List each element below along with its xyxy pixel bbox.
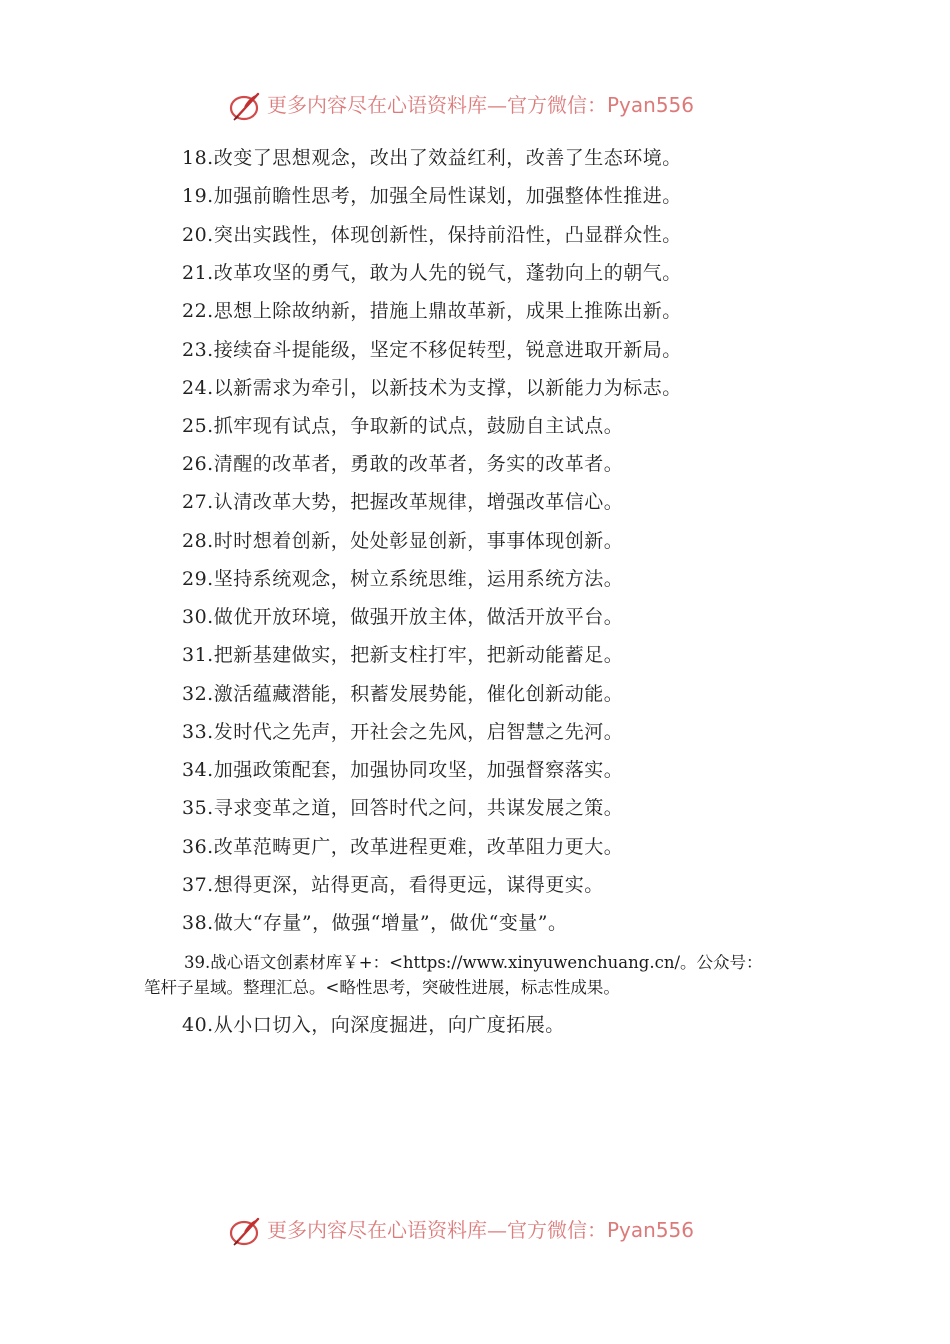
item-text: 想得更深，站得更高，看得更远，谋得更实。 xyxy=(213,874,604,896)
item-text: 改变了思想观念，改出了效益红利，改善了生态环境。 xyxy=(213,147,682,169)
list-item xyxy=(182,911,568,935)
item-number: 18. xyxy=(182,147,214,169)
watermark-label: 更多内容尽在心语资料库—官方微信： xyxy=(267,93,607,117)
list-item xyxy=(182,184,682,208)
list-item xyxy=(182,529,623,553)
wechat-id: Pyan556 xyxy=(607,1218,695,1242)
list-item xyxy=(182,146,682,170)
item-text: 把新基建做实，把新支柱打牢，把新动能蓄足。 xyxy=(213,644,624,666)
item-number: 37. xyxy=(182,874,214,896)
footer-watermark xyxy=(0,1211,950,1251)
item-number: 31. xyxy=(182,644,214,666)
item-number: 29. xyxy=(182,568,214,590)
list-item xyxy=(182,261,682,285)
item-number: 20. xyxy=(182,224,214,246)
item-number: 26. xyxy=(182,453,214,475)
list-item xyxy=(182,682,623,706)
item-39-line-2: 笔杆子星域。整理汇总。<略性思考，突破性进展，标志性成果。 xyxy=(144,978,620,997)
item-number: 28. xyxy=(182,530,214,552)
item-text: 寻求变革之道，回答时代之问，共谋发展之策。 xyxy=(213,797,624,819)
item-text: 做大“存量”，做强“增量”，做优“变量”。 xyxy=(213,912,568,934)
item-text: 时时想着创新，处处彰显创新，事事体现创新。 xyxy=(213,530,624,552)
item-text: 改革范畴更广，改革进程更难，改革阻力更大。 xyxy=(213,836,624,858)
list-item xyxy=(182,338,682,362)
item-number: 21. xyxy=(182,262,214,284)
item-number: 36. xyxy=(182,836,214,858)
watermark-text xyxy=(267,1217,694,1243)
list-item xyxy=(182,452,623,476)
item-text: 从小口切入，向深度掘进，向广度拓展。 xyxy=(213,1014,565,1036)
item-text: 坚持系统观念，树立系统思维，运用系统方法。 xyxy=(213,568,624,590)
list-item xyxy=(182,299,682,323)
list-item xyxy=(182,376,682,400)
item-text: 做优开放环境，做强开放主体，做活开放平台。 xyxy=(213,606,624,628)
wechat-id: Pyan556 xyxy=(607,93,695,117)
list-item xyxy=(182,1013,565,1037)
item-number: 35. xyxy=(182,797,214,819)
item-number: 33. xyxy=(182,721,214,743)
watermark-label: 更多内容尽在心语资料库—官方微信： xyxy=(267,1218,607,1242)
list-item-39 xyxy=(144,950,814,1000)
list-item xyxy=(182,835,623,859)
quill-pen-logo xyxy=(228,88,264,124)
item-number: 24. xyxy=(182,377,214,399)
item-text: 抓牢现有试点，争取新的试点，鼓励自主试点。 xyxy=(213,415,624,437)
item-39-line-1: 39.战心语文创素材库￥+：<https://www.xinyuwenchuang.cn/。公众号： xyxy=(184,953,763,972)
item-number: 30. xyxy=(182,606,214,628)
item-text: 以新需求为牵引，以新技术为支撑，以新能力为标志。 xyxy=(213,377,682,399)
list-item xyxy=(182,720,623,744)
item-text: 发时代之先声，开社会之先风，启智慧之先河。 xyxy=(213,721,624,743)
item-text: 突出实践性，体现创新性，保持前沿性，凸显群众性。 xyxy=(213,224,682,246)
item-text: 思想上除故纳新，措施上鼎故革新，成果上推陈出新。 xyxy=(213,300,682,322)
list-item xyxy=(182,605,623,629)
item-number: 27. xyxy=(182,491,214,513)
list-item xyxy=(182,796,623,820)
list-item xyxy=(182,414,623,438)
list-item xyxy=(182,567,623,591)
item-number: 40. xyxy=(182,1014,214,1036)
watermark-text xyxy=(267,92,694,118)
item-number: 32. xyxy=(182,683,214,705)
item-number: 22. xyxy=(182,300,214,322)
item-text: 清醒的改革者，勇敢的改革者，务实的改革者。 xyxy=(213,453,624,475)
item-text: 接续奋斗提能级，坚定不移促转型，锐意进取开新局。 xyxy=(213,339,682,361)
item-number: 23. xyxy=(182,339,214,361)
list-item xyxy=(182,490,623,514)
list-item xyxy=(182,643,623,667)
header-watermark xyxy=(0,86,950,126)
item-text: 加强政策配套，加强协同攻坚，加强督察落实。 xyxy=(213,759,624,781)
quill-pen-logo xyxy=(228,1213,264,1249)
item-number: 25. xyxy=(182,415,214,437)
item-number: 19. xyxy=(182,185,214,207)
item-number: 34. xyxy=(182,759,214,781)
list-item xyxy=(182,873,604,897)
item-text: 认清改革大势，把握改革规律，增强改革信心。 xyxy=(213,491,624,513)
item-text: 加强前瞻性思考，加强全局性谋划，加强整体性推进。 xyxy=(213,185,682,207)
item-text: 改革攻坚的勇气，敢为人先的锐气，蓬勃向上的朝气。 xyxy=(213,262,682,284)
item-text: 激活蕴藏潜能，积蓄发展势能，催化创新动能。 xyxy=(213,683,624,705)
list-item xyxy=(182,758,623,782)
list-item xyxy=(182,223,682,247)
item-number: 38. xyxy=(182,912,214,934)
